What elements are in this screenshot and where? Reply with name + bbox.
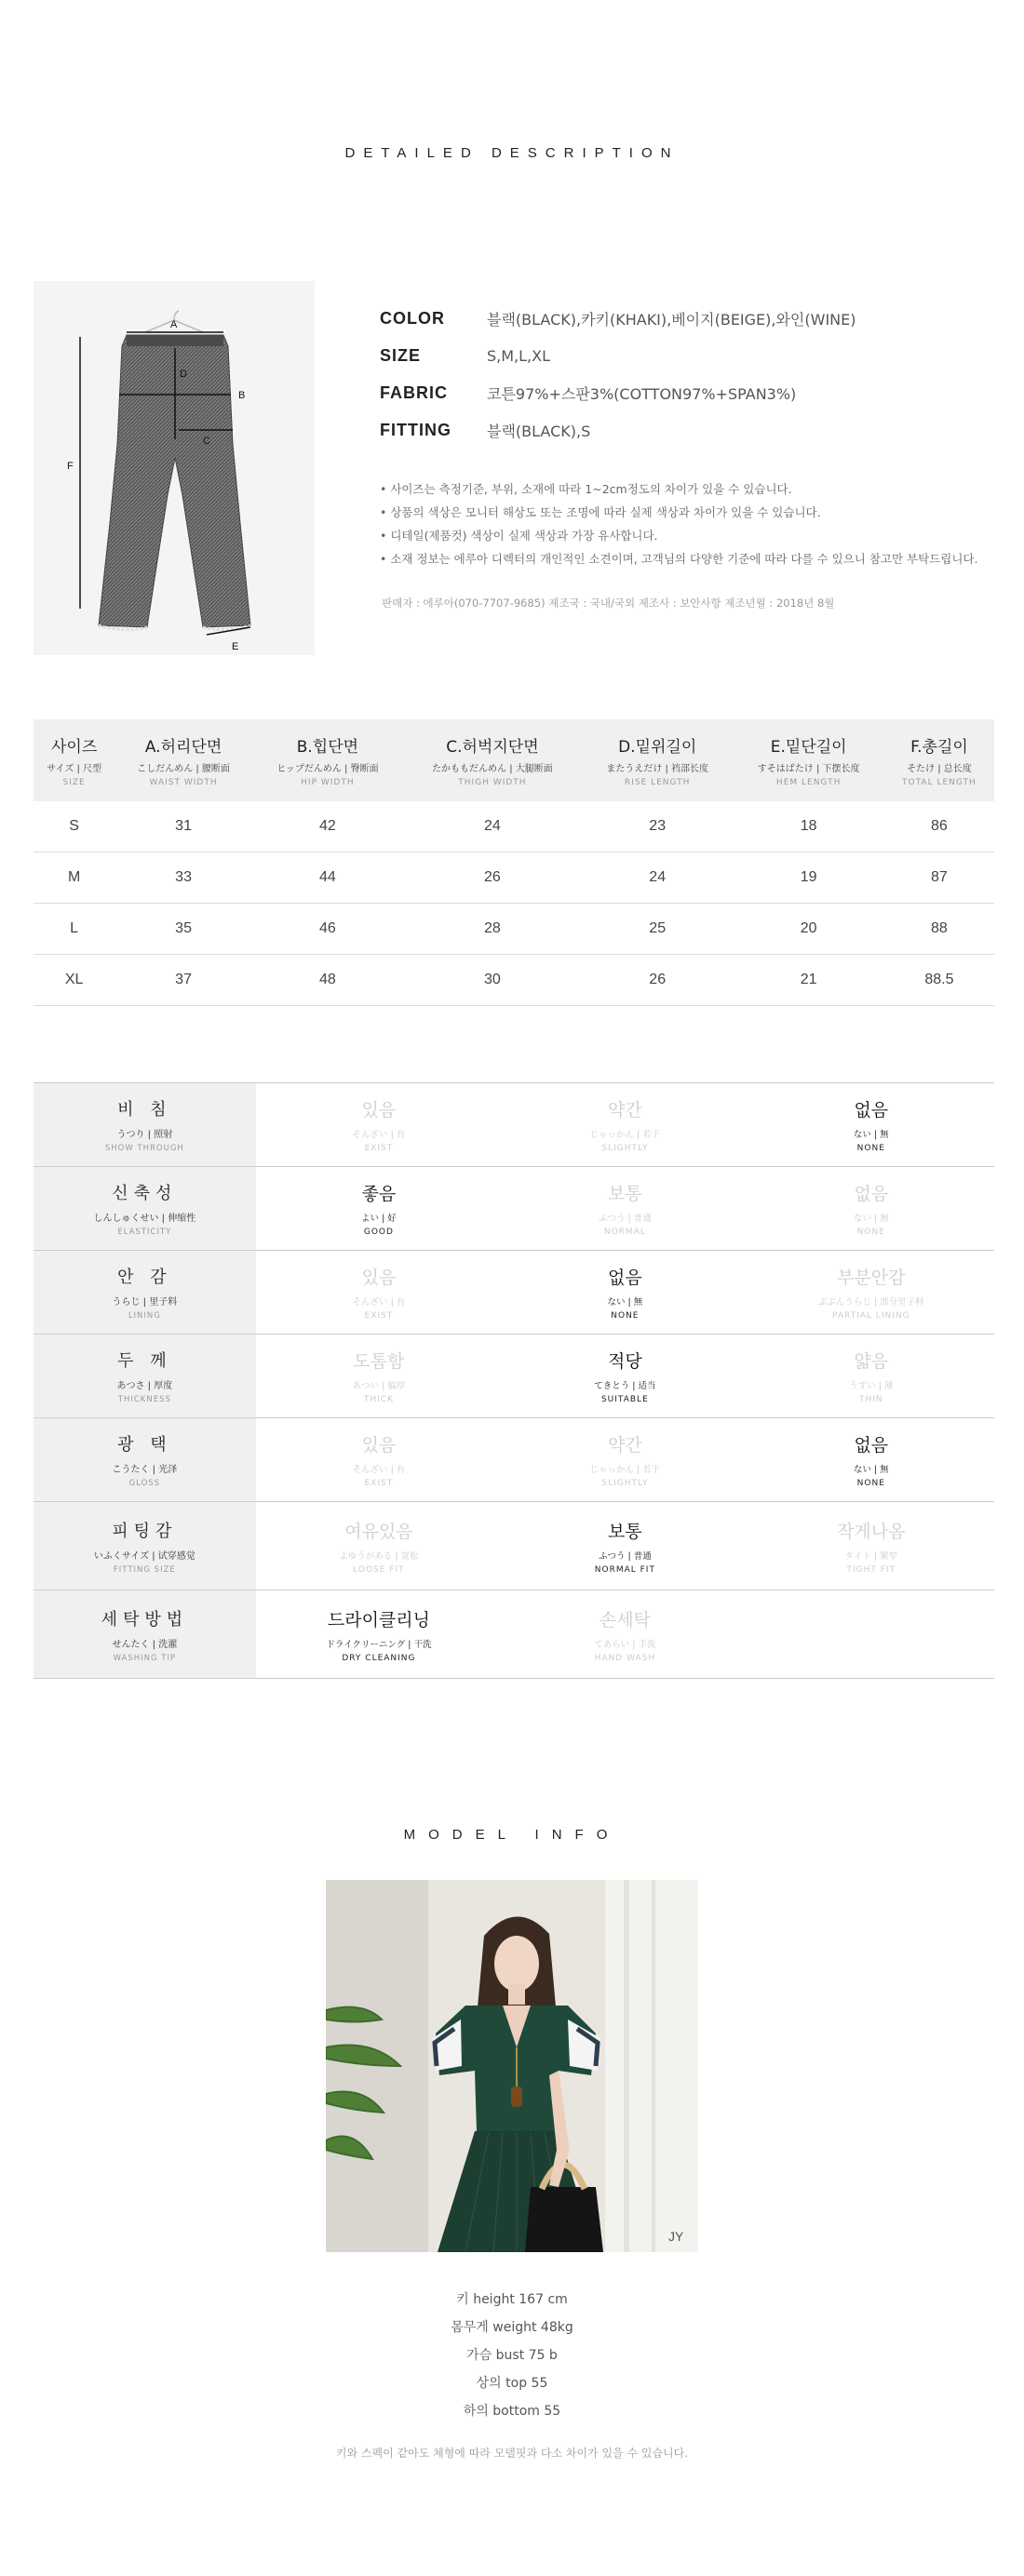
detail-row bbox=[34, 1418, 994, 1502]
detail-option: 부분안감 ぶぶんうらじ | 部分里子料 PARTIAL LINING bbox=[817, 1268, 924, 1321]
product-notes bbox=[380, 477, 977, 570]
size-header-4: D.밑위길이 またうえだけ | 裆部长度 RISE LENGTH bbox=[582, 719, 733, 801]
diagram-letter-c: C bbox=[203, 436, 210, 447]
detail-row bbox=[34, 1335, 994, 1418]
detail-option-selected: 없음 ない | 無 NONE bbox=[607, 1268, 643, 1321]
detail-label: 신축성 しんしゅくせい | 伸缩性 ELASTICITY bbox=[34, 1167, 256, 1251]
fitting-row: FITTING 블랙(BLACK),S bbox=[380, 420, 591, 440]
table-cell: 88 bbox=[884, 904, 994, 955]
diagram-letter-e: E bbox=[232, 641, 239, 652]
model-spec-list bbox=[0, 2286, 1024, 2425]
size-header-0: 사이즈 サイズ | 尺型 SIZE bbox=[34, 719, 115, 801]
table-cell: 28 bbox=[403, 904, 582, 955]
model-spec: 가슴 bust 75 b bbox=[466, 2348, 558, 2363]
model-note: 키와 스펙이 같아도 체형에 따라 모델핏과 다소 차이가 있을 수 있습니다. bbox=[335, 2447, 689, 2460]
model-spec: 키 height 167 cm bbox=[456, 2292, 568, 2307]
detail-row bbox=[34, 1502, 994, 1590]
detail-option: 손세탁 てあらい | 手洗 HAND WASH bbox=[594, 1609, 656, 1663]
detail-row bbox=[34, 1590, 994, 1679]
table-cell: 35 bbox=[115, 904, 252, 955]
table-cell: 87 bbox=[884, 852, 994, 904]
detail-option: 있음 そんざい | 有 EXIST bbox=[352, 1100, 406, 1153]
table-cell: 23 bbox=[582, 801, 733, 852]
seller-info: 판매자 : 에루아(070-7707-9685) 제조국 : 국내/국외 제조사 : 보안사항 제조년월 : 2018년 8월 bbox=[382, 597, 835, 610]
section-heading-model: MODEL INFO bbox=[403, 1827, 621, 1843]
note-item: • 사이즈는 측정기준, 부위, 소재에 따라 1~2cm정도의 차이가 있을 수 있습니다. bbox=[380, 477, 977, 501]
size-header-3: C.허벅지단면 たかももだんめん | 大腿断面 THIGH WIDTH bbox=[403, 719, 582, 801]
size-header-2: B.힙단면 ヒップだんめん | 臀断面 HIP WIDTH bbox=[252, 719, 403, 801]
table-cell: M bbox=[34, 852, 115, 904]
table-cell: 44 bbox=[252, 852, 403, 904]
table-cell: 88.5 bbox=[884, 955, 994, 1006]
detail-option bbox=[748, 1590, 994, 1679]
detail-option: 있음 そんざい | 有 EXIST bbox=[352, 1435, 406, 1488]
table-cell: 42 bbox=[252, 801, 403, 852]
diagram-letter-a: A bbox=[170, 319, 178, 330]
table-row bbox=[34, 801, 994, 852]
detail-label: 세탁방법 せんたく | 洗濯 WASHING TIP bbox=[34, 1590, 256, 1679]
detail-label: 광 택 こうたく | 光泽 GLOSS bbox=[34, 1418, 256, 1502]
table-cell: 31 bbox=[115, 801, 252, 852]
table-cell: 86 bbox=[884, 801, 994, 852]
table-cell: 18 bbox=[733, 801, 883, 852]
detail-row bbox=[34, 1251, 994, 1335]
detail-label: 두 께 あつさ | 厚度 THICKNESS bbox=[34, 1335, 256, 1418]
detail-option-selected: 보통 ふつう | 普通 NORMAL FIT bbox=[594, 1521, 655, 1575]
table-cell: 30 bbox=[403, 955, 582, 1006]
table-cell: 33 bbox=[115, 852, 252, 904]
table-cell: 26 bbox=[582, 955, 733, 1006]
detail-option-selected: 없음 ない | 無 NONE bbox=[853, 1100, 889, 1153]
detail-row bbox=[34, 1167, 994, 1251]
model-initials: JY bbox=[668, 2229, 684, 2244]
note-item: • 디테일(제품컷) 색상이 실제 색상과 가장 유사합니다. bbox=[380, 524, 977, 547]
table-cell: 46 bbox=[252, 904, 403, 955]
detail-option: 도톰함 あつい | 偏厚 THICK bbox=[352, 1351, 406, 1404]
size-header-1: A.허리단면 こしだんめん | 腰断面 WAIST WIDTH bbox=[115, 719, 252, 801]
detail-option: 약간 じゃっかん | 若干 SLIGHTLY bbox=[589, 1435, 661, 1488]
size-row: SIZE S,M,L,XL bbox=[380, 345, 551, 365]
detail-label: 안 감 うらじ | 里子料 LINING bbox=[34, 1251, 256, 1335]
detail-option: 얇음 うすい | 薄 THIN bbox=[849, 1351, 894, 1404]
detail-row bbox=[34, 1083, 994, 1167]
table-cell: 24 bbox=[582, 852, 733, 904]
detail-option: 있음 そんざい | 有 EXIST bbox=[352, 1268, 406, 1321]
size-header-6: F.총길이 そたけ | 总长度 TOTAL LENGTH bbox=[884, 719, 994, 801]
model-spec: 하의 bottom 55 bbox=[463, 2404, 561, 2419]
detail-option: 약간 じゃっかん | 若干 SLIGHTLY bbox=[589, 1100, 661, 1153]
note-item: • 소재 정보는 에루아 디렉터의 개인적인 소견이며, 고객님의 다양한 기준에 따라 다를 수 있으니 참고만 부탁드립니다. bbox=[380, 547, 977, 570]
model-spec: 몸무게 weight 48kg bbox=[451, 2320, 573, 2335]
table-row bbox=[34, 904, 994, 955]
table-cell: 37 bbox=[115, 955, 252, 1006]
model-spec: 상의 top 55 bbox=[476, 2376, 548, 2391]
detail-option: 여유있음 よゆうがある | 宽松 LOOSE FIT bbox=[339, 1521, 419, 1575]
diagram-letter-d: D bbox=[180, 369, 187, 380]
table-cell: S bbox=[34, 801, 115, 852]
product-info bbox=[380, 300, 856, 449]
table-cell: 48 bbox=[252, 955, 403, 1006]
table-row bbox=[34, 955, 994, 1006]
detail-label: 비 침 うつり | 照射 SHOW THROUGH bbox=[34, 1083, 256, 1167]
detail-option-selected: 없음 ない | 無 NONE bbox=[853, 1435, 889, 1488]
detail-option: 보통 ふつう | 普通 NORMAL bbox=[599, 1184, 652, 1237]
detail-option-selected: 적당 てきとう | 适当 SUITABLE bbox=[594, 1351, 656, 1404]
table-cell: 24 bbox=[403, 801, 582, 852]
diagram-letter-f: F bbox=[67, 461, 74, 472]
detail-label: 피팅감 いふくサイズ | 试穿感觉 FITTING SIZE bbox=[34, 1502, 256, 1590]
detail-option-selected: 좋음 よい | 好 GOOD bbox=[361, 1184, 397, 1237]
table-cell: L bbox=[34, 904, 115, 955]
table-cell: 26 bbox=[403, 852, 582, 904]
table-cell: 21 bbox=[733, 955, 883, 1006]
size-table bbox=[34, 719, 994, 1006]
fabric-row: FABRIC 코튼97%+스판3%(COTTON97%+SPAN3%) bbox=[380, 382, 797, 403]
table-cell: 25 bbox=[582, 904, 733, 955]
table-cell: XL bbox=[34, 955, 115, 1006]
pants-measurement-diagram bbox=[34, 281, 315, 655]
table-cell: 19 bbox=[733, 852, 883, 904]
size-header-5: E.밑단길이 すそはばたけ | 下摆长度 HEM LENGTH bbox=[733, 719, 883, 801]
detail-option-selected: 드라이클리닝 ドライクリーニング | 干洗 DRY CLEANING bbox=[326, 1609, 432, 1663]
table-row bbox=[34, 852, 994, 904]
detail-option: 작게나옴 タイト | 紧窄 TIGHT FIT bbox=[837, 1521, 906, 1575]
note-item: • 상품의 색상은 모니터 해상도 또는 조명에 따라 실제 색상과 차이가 있을 수 있습니다. bbox=[380, 501, 977, 524]
color-row: COLOR 블랙(BLACK),카키(KHAKI),베이지(BEIGE),와인(WINE) bbox=[380, 308, 856, 329]
table-cell: 20 bbox=[733, 904, 883, 955]
diagram-letter-b: B bbox=[238, 390, 246, 401]
fabric-detail-table bbox=[34, 1082, 994, 1679]
section-heading-detailed: DETAILED DESCRIPTION bbox=[344, 145, 680, 161]
detail-option: 없음 ない | 無 NONE bbox=[853, 1184, 889, 1237]
model-photo bbox=[326, 1880, 698, 2252]
